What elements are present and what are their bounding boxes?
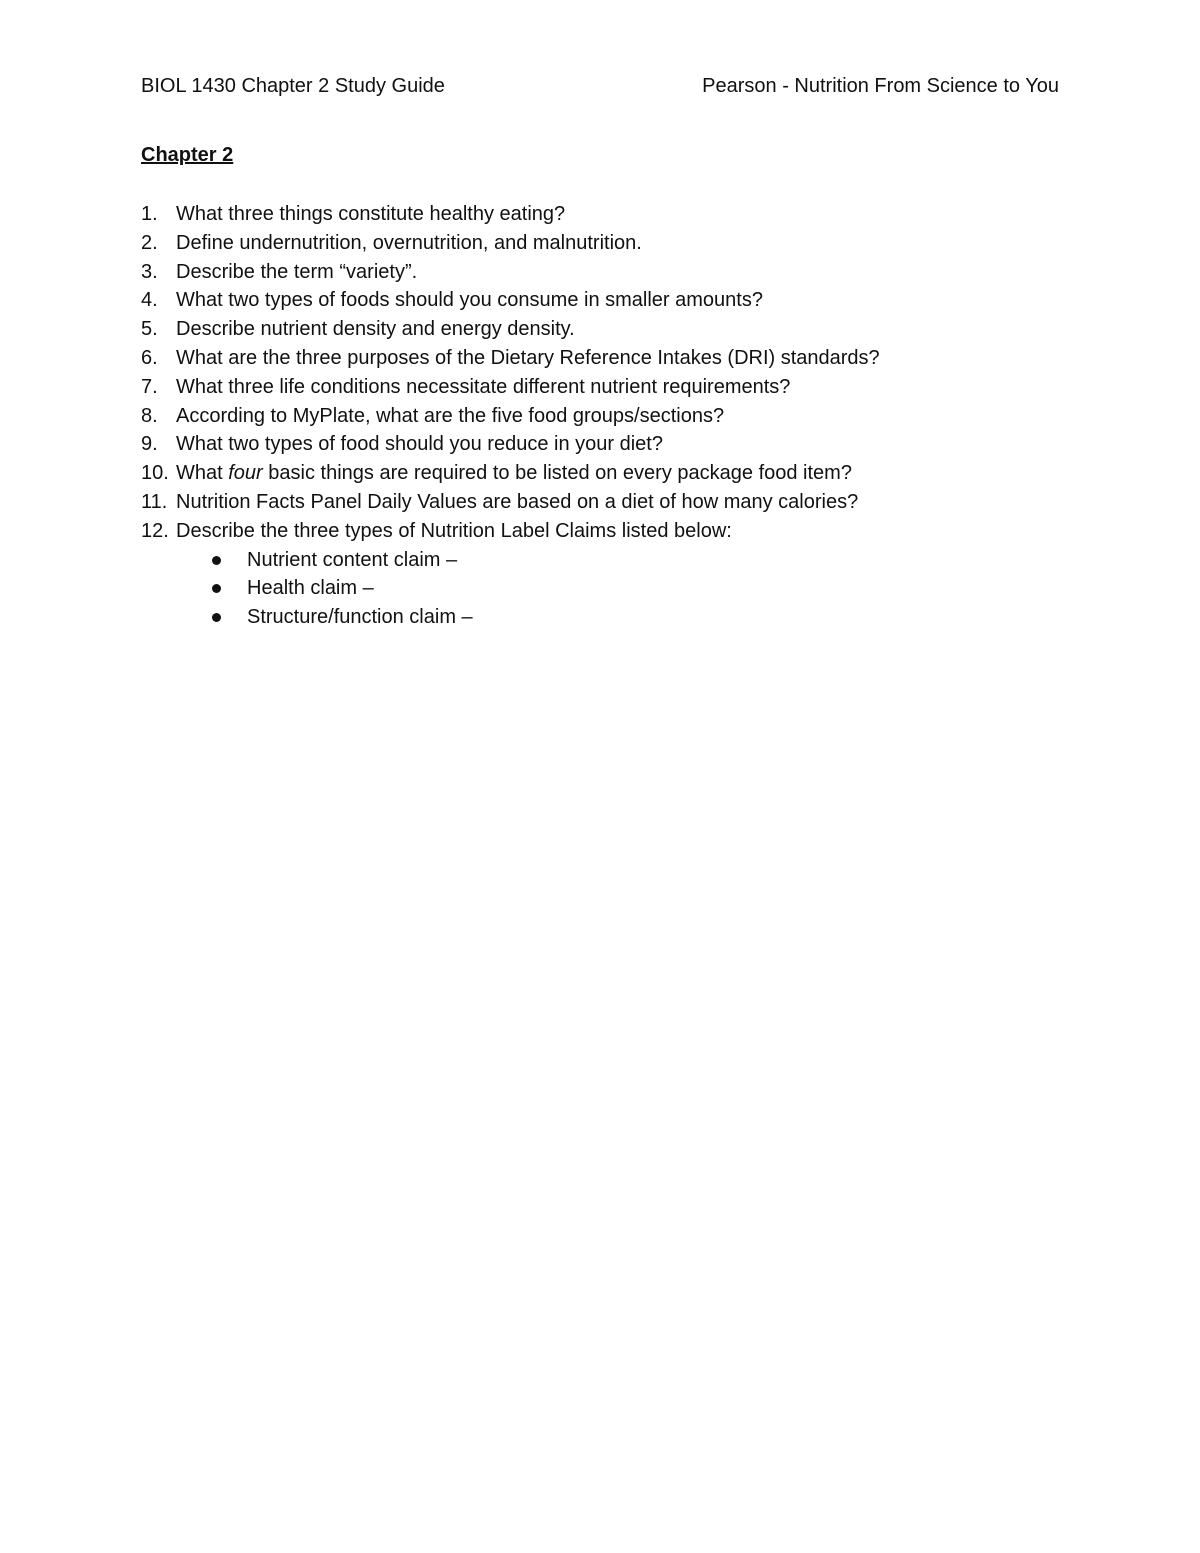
question-number: 8.: [141, 404, 158, 427]
question-number: 9.: [141, 433, 158, 456]
bullet-icon: [212, 613, 221, 622]
question-item: [141, 344, 1081, 373]
question-list: [141, 200, 1081, 632]
question-text-start: What: [176, 462, 229, 485]
question-item: [141, 258, 1081, 287]
question-item: [141, 517, 1081, 546]
question-text: What two types of foods should you consume in smaller amounts?: [176, 289, 763, 312]
question-number: 5.: [141, 318, 158, 341]
question-text-end: basic things are required to be listed on every package food item?: [262, 462, 852, 485]
claim-text: Nutrient content claim –: [247, 548, 458, 571]
claim-item: [141, 603, 1081, 632]
claim-text: Structure/function claim –: [247, 606, 473, 629]
question-item: [141, 315, 1081, 344]
question-text: Describe nutrient density and energy density.: [176, 318, 575, 341]
question-text: According to MyPlate, what are the five food groups/sections?: [176, 404, 725, 427]
claim-item: [141, 546, 1081, 575]
claims-list: [141, 546, 1081, 632]
question-text: What three things constitute healthy eating?: [176, 203, 566, 225]
question-number: 1.: [141, 203, 158, 225]
header-course-title: BIOL 1430 Chapter 2 Study Guide: [141, 75, 445, 97]
claims-sublist-wrapper: [141, 546, 1081, 632]
question-item: [141, 373, 1081, 402]
question-number: 2.: [141, 231, 158, 254]
question-item: [141, 488, 1081, 517]
chapter-heading: Chapter 2: [141, 144, 234, 166]
question-number: 3.: [141, 260, 158, 283]
question-text: What three life conditions necessitate different nutrient requirements?: [176, 375, 791, 398]
question-item: [141, 459, 1081, 488]
page-header: [141, 72, 1059, 102]
question-item: [141, 430, 1081, 459]
question-text: Nutrition Facts Panel Daily Values are based on a diet of how many calories?: [176, 490, 859, 513]
bullet-icon: [212, 556, 221, 565]
question-text: What two types of food should you reduce in your diet?: [176, 433, 663, 456]
question-number: 10.: [141, 462, 169, 485]
question-text: Describe the three types of Nutrition Label Claims listed below:: [176, 519, 732, 542]
question-number: 4.: [141, 289, 158, 312]
question-number: 6.: [141, 346, 158, 369]
question-number: 7.: [141, 375, 158, 398]
question-item: [141, 286, 1081, 315]
header-textbook-title: Pearson - Nutrition From Science to You: [702, 75, 1059, 97]
question-text: [176, 459, 852, 488]
bullet-icon: [212, 584, 221, 593]
emphasized-word: four: [228, 462, 263, 485]
question-item: [141, 402, 1081, 431]
claim-text: Health claim –: [247, 577, 374, 600]
question-text: What are the three purposes of the Dietary Reference Intakes (DRI) standards?: [176, 346, 880, 369]
question-item: [141, 229, 1081, 258]
question-text: Describe the term “variety”.: [176, 260, 418, 283]
question-text: Define undernutrition, overnutrition, and malnutrition.: [176, 231, 642, 254]
question-number: 12.: [141, 519, 169, 542]
question-item: [141, 200, 1081, 229]
claim-item: [141, 574, 1081, 603]
question-number: 11.: [141, 490, 168, 513]
